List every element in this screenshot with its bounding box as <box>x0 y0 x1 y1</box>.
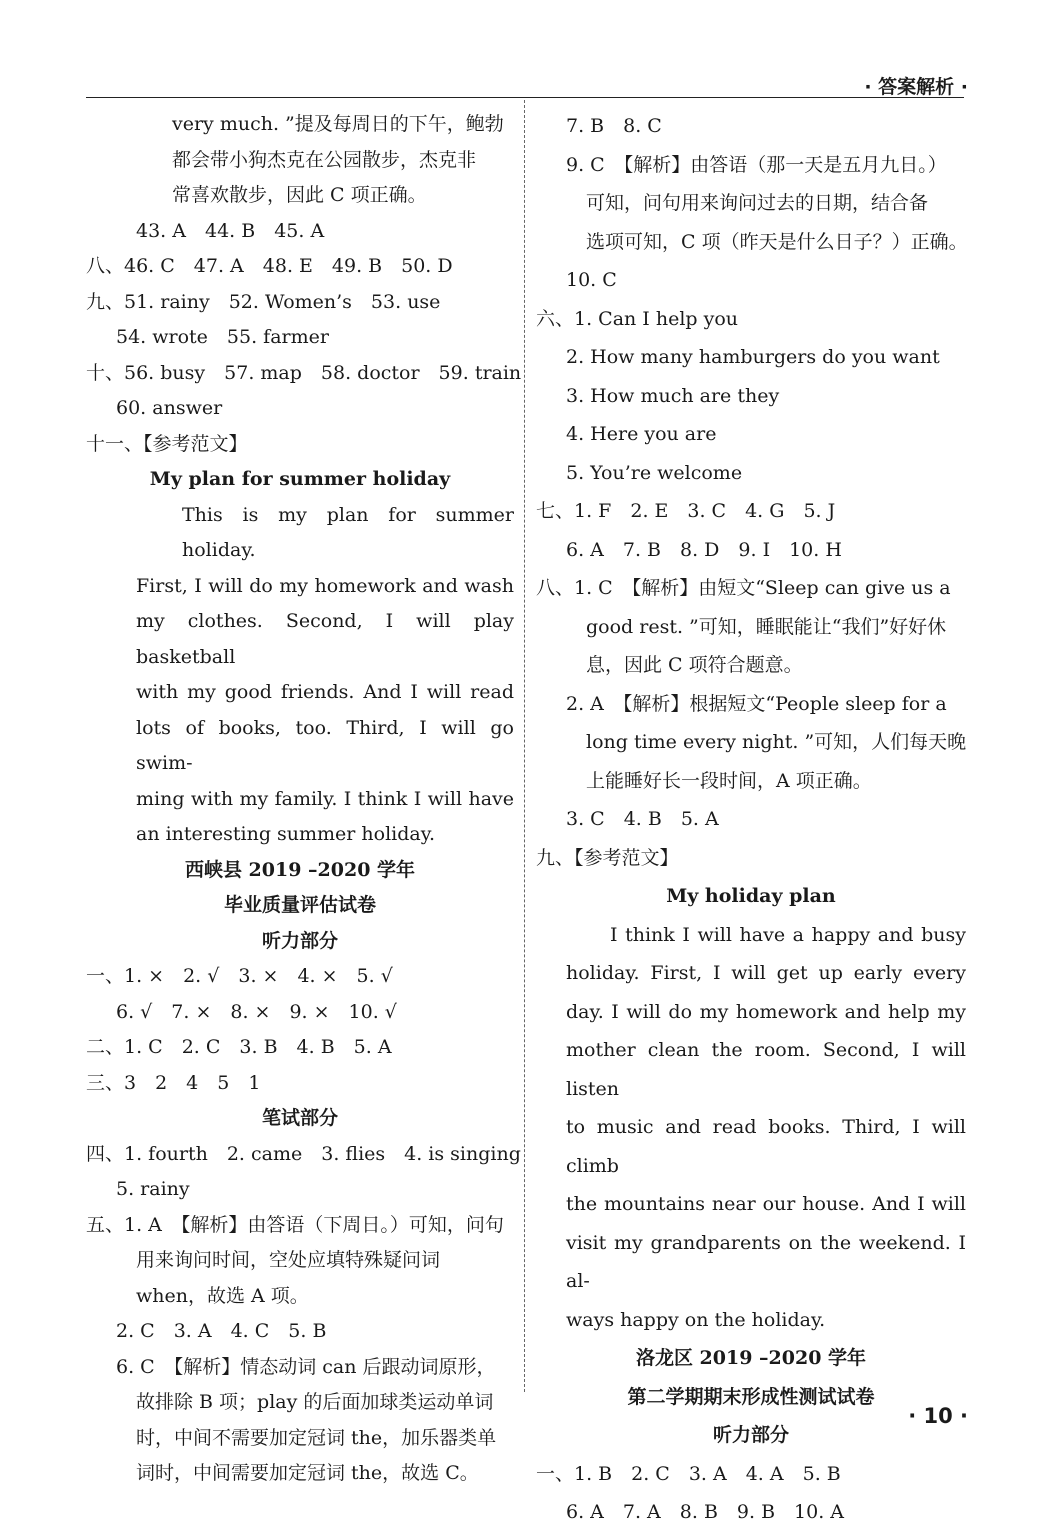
text-line: 6. C 【解析】情态动词 can 后跟动词原形， <box>116 1355 496 1378</box>
text-line: 2. C 3. A 4. C 5. B <box>116 1320 327 1342</box>
text-line: 常喜欢散步，因此 C 项正确。 <box>172 184 427 206</box>
text-line: 60. answer <box>116 397 223 419</box>
text-line: 六、1. Can I help you <box>536 307 739 330</box>
text-line: 43. A 44. B 45. A <box>136 219 325 242</box>
essay-line: with my good friends. And I will read <box>136 681 514 703</box>
text-line: 十、56. busy 57. map 58. doctor 59. train <box>86 361 522 384</box>
essay-line: day. I will do my homework and help my <box>566 1000 966 1023</box>
text-line: 五、1. A 【解析】由答语（下周日。）可知，问句 <box>86 1213 504 1236</box>
text-line: 5. rainy <box>116 1178 190 1200</box>
text-line: 4. Here you are <box>566 423 717 445</box>
text-line: 54. wrote 55. farmer <box>116 326 329 348</box>
text-line: 3. C 4. B 5. A <box>566 808 719 830</box>
essay-line: the mountains near our house. And I will <box>566 1193 966 1215</box>
text-line: 一、1. × 2. √ 3. × 4. × 5. √ <box>86 965 393 987</box>
text-line: when，故选 A 项。 <box>136 1284 309 1307</box>
section-heading: 西峡县 2019 –2020 学年 <box>184 858 416 881</box>
section-heading: 第二学期期末形成性测试试卷 <box>627 1385 875 1408</box>
text-line: 10. C <box>566 269 617 291</box>
essay-line: holiday. First, I will get up early every <box>566 962 966 984</box>
text-line: 八、46. C 47. A 48. E 49. B 50. D <box>86 255 453 277</box>
essay-line: visit my grandparents on the weekend. I al- <box>566 1231 966 1292</box>
section-heading: 毕业质量评估试卷 <box>223 894 376 916</box>
text-line: 9. C 【解析】由答语（那一天是五月九日。） <box>566 153 947 176</box>
text-line: 九、【参考范文】 <box>536 846 679 869</box>
essay-line: to music and read books. Third, I will climb <box>566 1116 966 1177</box>
essay-line: my clothes. Second, I will play basketball <box>136 610 514 668</box>
header-title: · 答案解析 · <box>864 76 968 98</box>
text-line: 十一、【参考范文】 <box>86 432 248 455</box>
text-line: 6. A 7. B 8. D 9. I 10. H <box>566 538 842 561</box>
text-line: 都会带小狗杰克在公园散步，杰克非 <box>172 148 477 171</box>
text-line: 选项可知，C 项（昨天是什么日子？）正确。 <box>586 230 968 253</box>
section-heading: 洛龙区 2019 –2020 学年 <box>635 1347 867 1369</box>
essay-title: My plan for summer holiday <box>149 468 451 490</box>
text-line: 九、51. rainy 52. Women’s 53. use <box>86 290 441 313</box>
text-line: 故排除 B 项；play 的后面加球类运动单词 <box>136 1391 494 1413</box>
text-line: 词时，中间需要加定冠词 the，故选 C。 <box>136 1462 479 1484</box>
text-line: 6. √ 7. × 8. × 9. × 10. √ <box>116 1000 397 1023</box>
header-rule <box>86 97 964 98</box>
essay-line: I think I will have a happy and busy <box>610 923 966 946</box>
text-line: 一、1. B 2. C 3. A 4. A 5. B <box>536 1462 841 1485</box>
section-heading: 听力部分 <box>712 1424 789 1446</box>
essay-line: First, I will do my homework and wash <box>136 574 514 597</box>
text-line: 时，中间不需要加定冠词 the，加乐器类单 <box>136 1426 497 1449</box>
text-line: 二、1. C 2. C 3. B 4. B 5. A <box>86 1036 392 1058</box>
text-line: 可知，问句用来询问过去的日期，结合备 <box>586 192 929 214</box>
text-line: very much. ”提及每周日的下午，鲍勃 <box>172 113 504 135</box>
essay-line: ming with my family. I think I will have <box>136 787 514 810</box>
text-line: 7. B 8. C <box>566 115 662 137</box>
page-number: · 10 · <box>908 1404 968 1428</box>
text-line: 2. How many hamburgers do you want <box>566 346 940 368</box>
right-column <box>536 107 966 1532</box>
essay-title: My holiday plan <box>666 885 836 907</box>
text-line: 三、3 2 4 5 1 <box>86 1071 261 1094</box>
text-line: 七、1. F 2. E 3. C 4. G 5. J <box>536 500 836 522</box>
text-line: 四、1. fourth 2. came 3. flies 4. is singing <box>86 1142 521 1165</box>
text-line: 6. A 7. A 8. B 9. B 10. A <box>566 1501 845 1523</box>
text-line: 3. How much are they <box>566 384 780 407</box>
text-line: 2. A 【解析】根据短文“People sleep for a <box>566 692 947 715</box>
essay-line: lots of books, too. Third, I will go swim- <box>136 716 514 774</box>
column-divider <box>524 100 525 1392</box>
essay-line: mother clean the room. Second, I will listen <box>566 1039 966 1100</box>
essay-line: ways happy on the holiday. <box>566 1308 826 1331</box>
essay-line: This is my plan for summer holiday. <box>182 503 514 561</box>
text-line: 上能睡好长一段时间，A 项正确。 <box>586 769 872 792</box>
text-line: good rest. ”可知，睡眠能让“我们”好好休 <box>586 615 947 638</box>
essay-line: an interesting summer holiday. <box>136 823 435 845</box>
section-heading: 笔试部分 <box>261 1107 338 1129</box>
text-line: 5. You’re welcome <box>566 461 743 484</box>
text-line: 用来询问时间，空处应填特殊疑问词 <box>136 1249 441 1271</box>
text-line: 八、1. C 【解析】由短文“Sleep can give us a <box>536 577 951 599</box>
section-heading: 听力部分 <box>261 929 338 952</box>
left-column <box>86 107 522 1492</box>
text-line: long time every night. ”可知，人们每天晚 <box>586 731 967 753</box>
text-line: 息，因此 C 项符合题意。 <box>586 654 803 676</box>
